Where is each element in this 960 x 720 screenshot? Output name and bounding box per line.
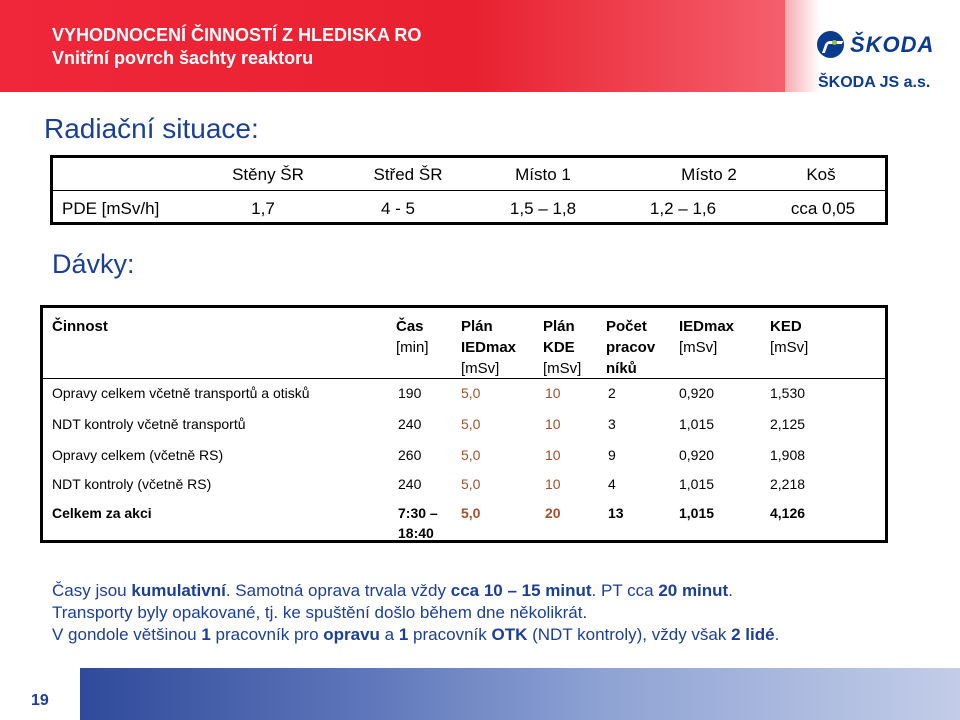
table-cell: 1,2 – 1,6 — [649, 199, 717, 218]
table-divider — [53, 190, 885, 191]
table-header: Plán IEDmax [mSv] — [461, 318, 517, 377]
section-title-doses: Dávky: — [52, 249, 135, 279]
table-total-row: Celkem za akci 7:30 – 18:40 5,0 20 13 1,015 4,126 — [52, 505, 806, 541]
table-cell: 1,5 – 1,8 — [509, 199, 577, 218]
note-line: V gondole většinou 1 pracovník pro opravu a 1 pracovník OTK (NDT kontroly), vždy však 2 lidé. — [52, 625, 780, 644]
footer-band — [80, 668, 960, 720]
table-header: Počet pracov níků — [606, 318, 656, 377]
header-subtitle: Vnitřní povrch šachty reaktoru — [52, 48, 314, 68]
page-number: 19 — [31, 692, 49, 709]
notes-block — [52, 580, 932, 646]
header-band — [0, 0, 785, 92]
section-title-radiation: Radiační situace: — [44, 113, 259, 144]
logo-company: ŠKODA JS a.s. — [818, 74, 931, 91]
doses-table — [40, 305, 888, 543]
logo-wordmark: ŠKODA — [850, 32, 935, 57]
table-row-label: PDE [mSv/h] — [62, 199, 160, 218]
table-header: KED [mSv] — [770, 318, 809, 356]
table-row: NDT kontroly (včetně RS) 240 5,0 10 4 1,015 2,218 — [52, 476, 806, 492]
table-header: Činnost — [52, 318, 108, 335]
note-line: Časy jsou kumulativní. Samotná oprava trvala vždy cca 10 – 15 minut. PT cca 20 minut. — [52, 581, 733, 600]
table-header: Střed ŠR — [373, 165, 443, 184]
table-row: NDT kontroly včetně transportů 240 5,0 10 3 1,015 2,125 — [52, 416, 806, 432]
table-header: Místo 2 — [681, 165, 737, 184]
table-header: Stěny ŠR — [232, 165, 304, 184]
table-header: Koš — [806, 165, 836, 184]
table-header: IEDmax [mSv] — [679, 318, 735, 356]
radiation-table — [50, 155, 888, 225]
table-row: Opravy celkem včetně transportů a otisků 190 5,0 10 2 0,920 1,530 — [52, 385, 806, 401]
header-title: VYHODNOCENÍ ČINNOSTÍ Z HLEDISKA RO — [52, 25, 422, 45]
table-header: Místo 1 — [515, 165, 571, 184]
table-header: Čas [min] — [396, 318, 429, 356]
table-header: Plán KDE [mSv] — [543, 318, 582, 377]
skoda-logo-icon — [817, 31, 844, 58]
table-divider — [43, 378, 885, 379]
table-cell: 4 - 5 — [380, 199, 416, 218]
table-cell: cca 0,05 — [790, 199, 856, 218]
note-line: Transporty byly opakované, tj. ke spuštění došlo během dne několikrát. — [52, 603, 588, 622]
table-cell: 1,7 — [251, 199, 275, 218]
table-row: Opravy celkem (včetně RS) 260 5,0 10 9 0,920 1,908 — [52, 447, 806, 463]
